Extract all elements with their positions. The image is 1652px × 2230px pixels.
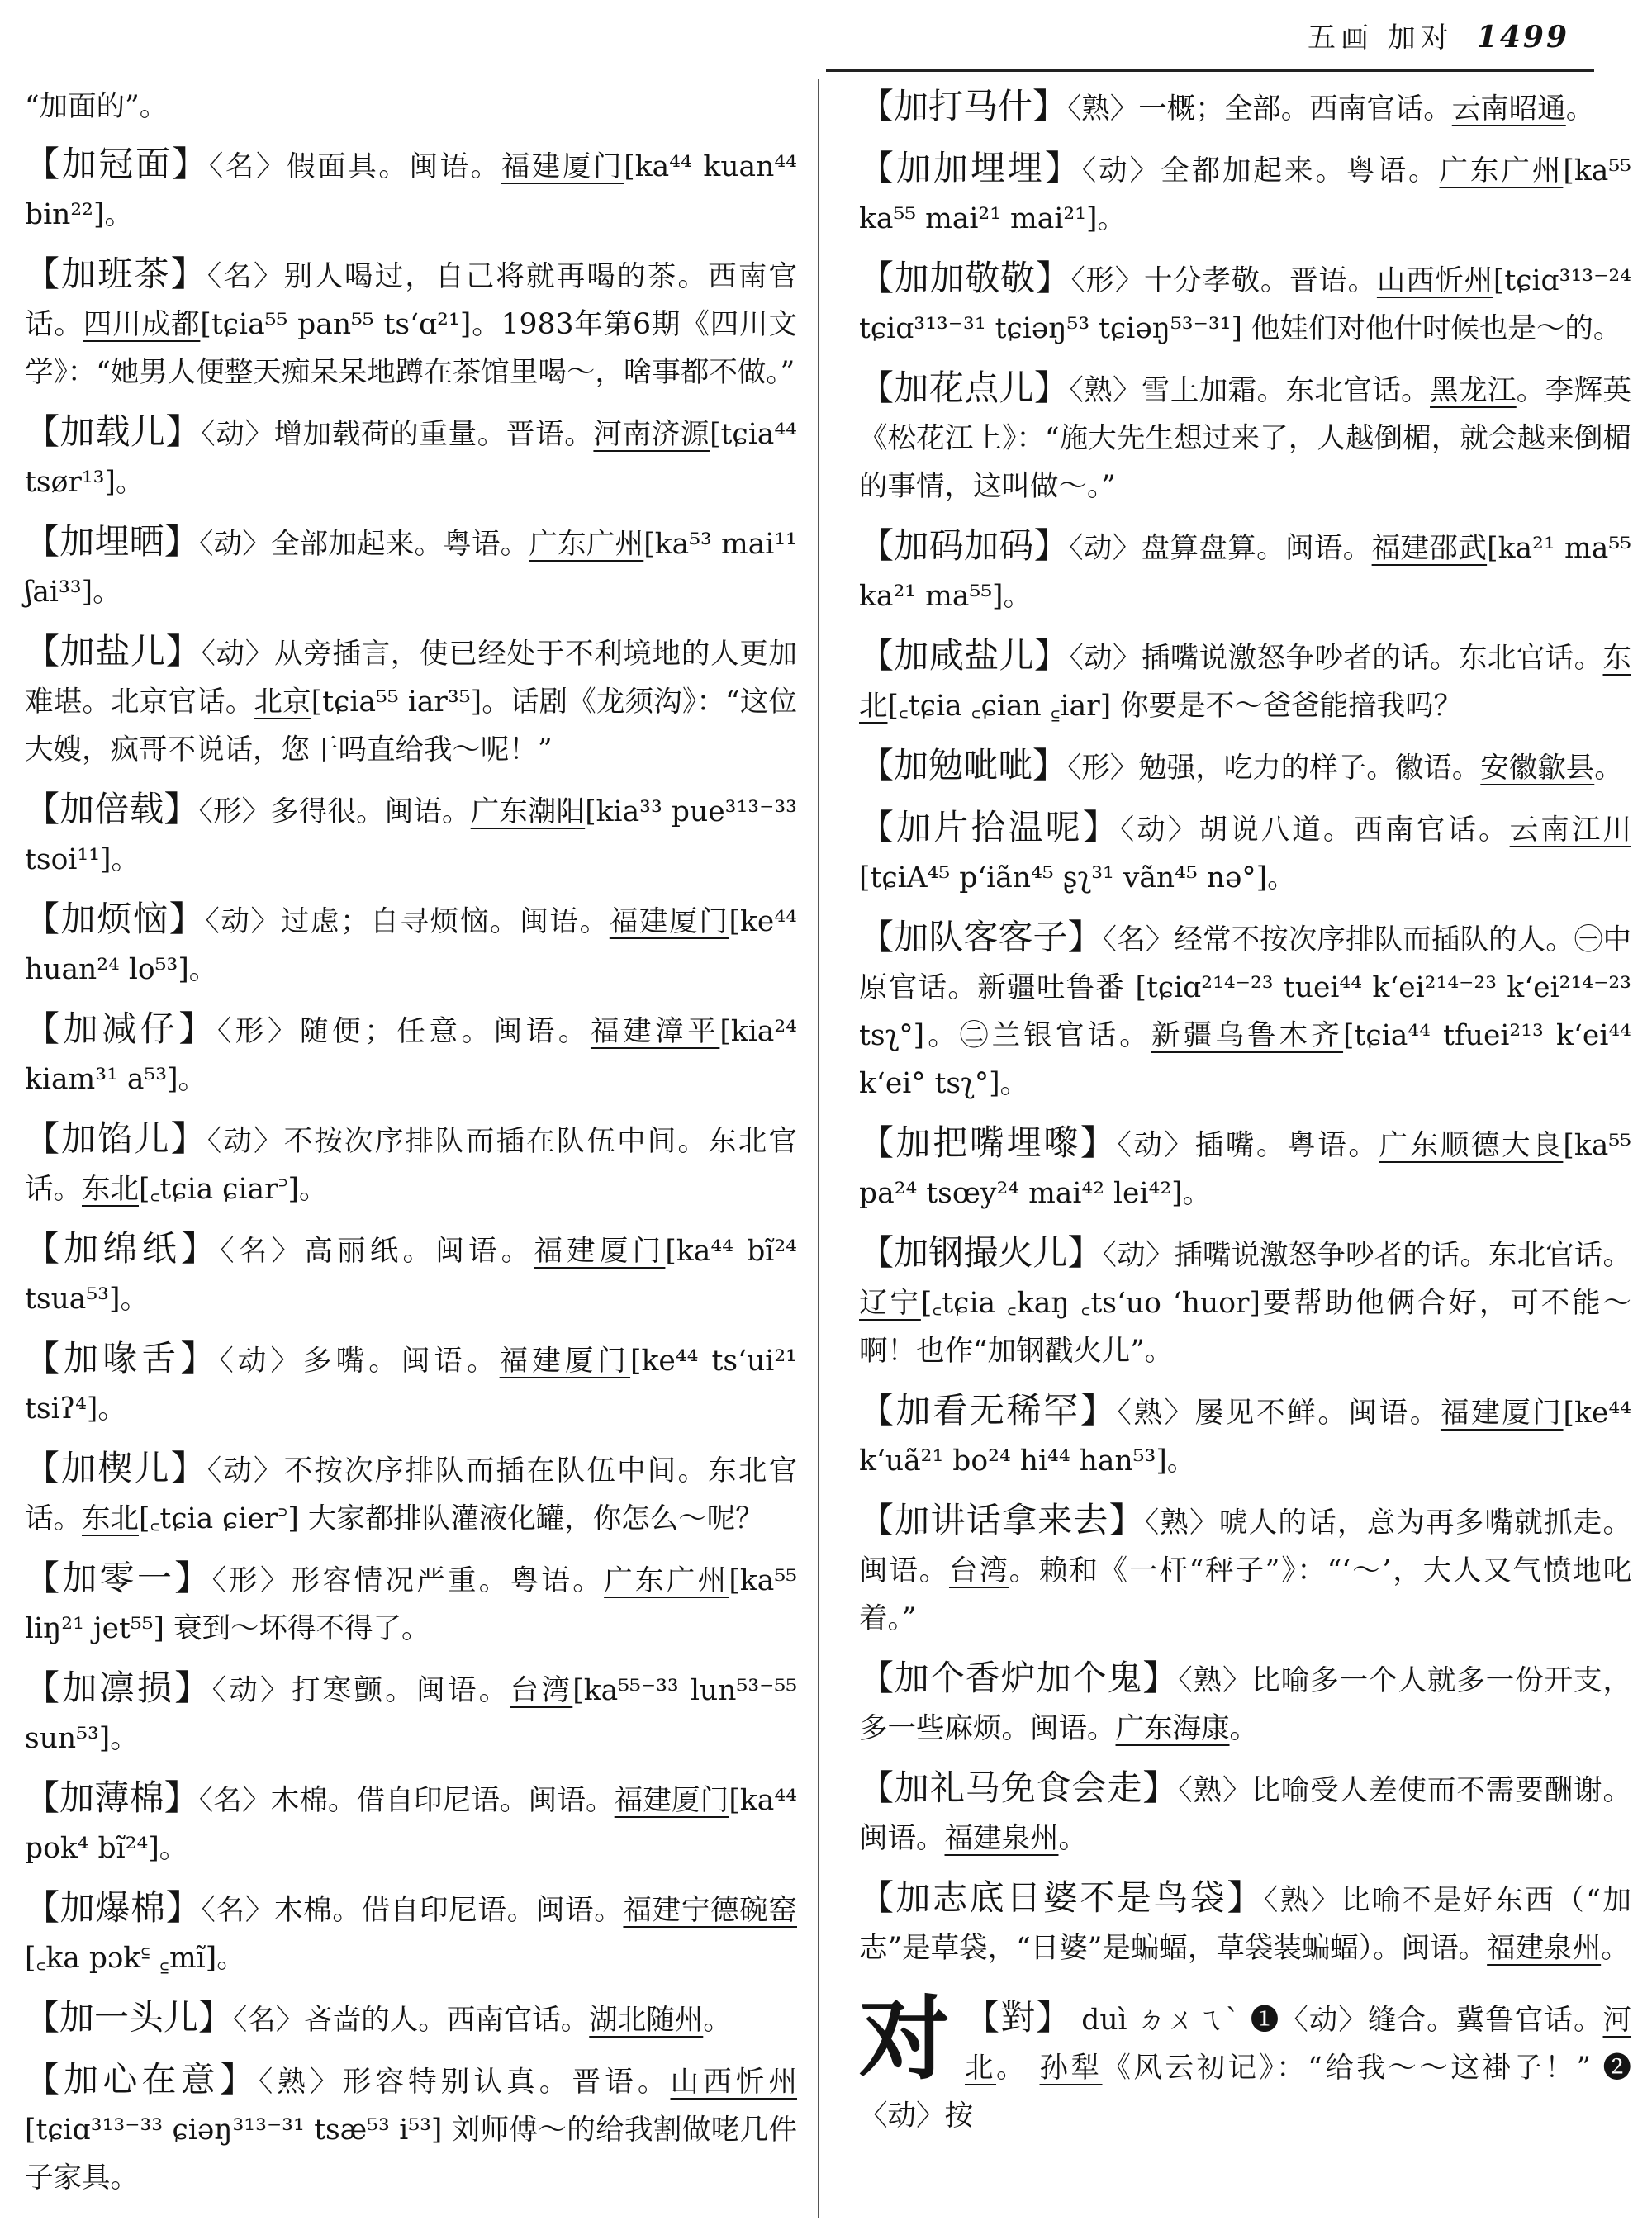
dictionary-entry (859, 522, 1631, 620)
dialect-location: 东北 (82, 1502, 139, 1535)
headword: 【加打马什】 (859, 86, 1068, 126)
headword: 【加零一】 (25, 1558, 212, 1598)
entry-definition: 〈熟〉雪上加霜。东北官话。 (1069, 374, 1431, 407)
right-entries (859, 83, 1631, 1972)
dialect-location: 广东顺德大良 (1379, 1129, 1564, 1162)
dialect-location: 安徽歙县 (1480, 752, 1595, 785)
entry-definition: 〈动〉不按次序排队而插在队伍中间。东北官话。 (25, 1454, 797, 1535)
dialect-location: 福建邵武 (1371, 532, 1488, 565)
dictionary-entry (859, 1497, 1631, 1643)
dialect-location: 湖北随州 (589, 2004, 704, 2037)
dialect-location: 福建泉州 (944, 1822, 1059, 1855)
dictionary-entry (859, 1387, 1631, 1485)
headword: 【加看无稀罕】 (859, 1390, 1118, 1431)
dialect-location: 山西忻州 (670, 2066, 798, 2099)
dictionary-entry (859, 1654, 1631, 1753)
headword: 【加楔儿】 (25, 1448, 207, 1488)
entry-pronunciation: 。李辉英《松花江上》：“施大先生想过来了，人越倒楣，就会越来倒楣的事情，这叫做～。” (859, 374, 1632, 503)
entry-pronunciation: [꜀tɕia ɕiar꜄]。 (139, 1173, 328, 1206)
dictionary-entry (859, 742, 1631, 792)
entry-definition: 〈熟〉一概；全部。西南官话。 (1067, 93, 1452, 126)
dictionary-entry (859, 1764, 1631, 1862)
entry-definition: 〈名〉别人喝过，自己将就再喝的茶。西南官话。 (25, 260, 797, 341)
dictionary-entry (859, 1229, 1631, 1375)
dictionary-entry (25, 1774, 797, 1872)
dialect-location: 福建厦门 (501, 150, 624, 183)
entry-pronunciation: [tɕia⁴⁴ tsør¹³]。 (25, 418, 798, 499)
entry-definition: 〈动〉打寒颤。闽语。 (211, 1674, 510, 1707)
entry-definition: 〈熟〉比喻不是好东西（“加志”是草袋，“日婆”是蝙蝠，草袋装蝙蝠）。闽语。 (859, 1884, 1631, 1965)
dictionary-entry (25, 1445, 797, 1543)
entry-definition: 〈熟〉比喻受人差使而不需要酬谢。闽语。 (859, 1774, 1631, 1855)
left-column (25, 83, 797, 2213)
dictionary-entry (25, 1664, 797, 1763)
dialect-location: 广东海康 (1115, 1712, 1230, 1745)
entry-pronunciation: 。赖和《一杆“秤子”》：“‘～’，大人又气愤地叱着。” (859, 1554, 1632, 1635)
dialect-location: 福建厦门 (614, 1784, 729, 1817)
entry-definition: 〈名〉假面具。闽语。 (209, 150, 501, 183)
entry-pronunciation: [꜀tɕia ꜀kaŋ ꜀ts‘uo ‘huor]要帮助他俩合好，可不能～啊！也作“加钢戳火儿”。 (859, 1287, 1632, 1368)
dictionary-entry (859, 632, 1631, 730)
entry-definition: 〈形〉随便；任意。闽语。 (217, 1015, 591, 1048)
dialect-location: 台湾 (949, 1554, 1009, 1587)
entry-pronunciation: [ka⁵⁵ liŋ²¹ jet⁵⁵] 衰到～坏得不得了。 (25, 1564, 797, 1645)
entry-definition: 〈熟〉屡见不鲜。闽语。 (1117, 1397, 1441, 1430)
dialect-location: 福建漳平 (590, 1015, 720, 1048)
headword: 【加片拾温呢】 (859, 807, 1120, 847)
entry-definition: 〈动〉增加载荷的重量。晋语。 (201, 418, 594, 451)
entry-definition: 〈名〉木棉。借自印尼语。闽语。 (201, 1894, 624, 1927)
headword: 【加花点儿】 (859, 368, 1070, 408)
dictionary-entry (25, 140, 797, 239)
dialect-location: 广东潮阳 (470, 795, 586, 828)
dialect-location: 福建宁德碗窑 (623, 1894, 797, 1927)
left-entries (25, 140, 797, 2202)
entry-pronunciation: 。 (1229, 1712, 1258, 1745)
dialect-location: 广东广州 (1439, 154, 1564, 187)
entry-definition: 〈动〉过虑；自寻烦恼。闽语。 (205, 905, 610, 938)
dialect-location: 福建厦门 (609, 905, 729, 938)
headword: 【加喙舌】 (25, 1338, 220, 1378)
entry-pronunciation: [ke⁴⁴ huan²⁴ lo⁵³]。 (25, 905, 797, 986)
dialect-location: 东北 (82, 1173, 139, 1206)
column-divider (818, 79, 819, 2218)
dialect-location: 广东广州 (604, 1564, 729, 1597)
entry-definition: 〈动〉插嘴说激怒争吵者的话。东北官话。 (1102, 1239, 1631, 1272)
entry-pronunciation: 。 (1058, 1822, 1087, 1855)
headword: 【加礼马免食会走】 (859, 1767, 1179, 1808)
entry-definition: 〈形〉多得很。闽语。 (198, 795, 471, 828)
dictionary-entry (859, 364, 1631, 510)
header-rule (826, 69, 1594, 72)
dialect-location: 福建厦门 (499, 1345, 631, 1378)
entry-definition: 〈动〉全都加起来。粤语。 (1081, 154, 1440, 187)
headword: 【加减仔】 (25, 1008, 217, 1049)
dictionary-entry (859, 83, 1631, 133)
headword: 【加志底日婆不是鸟袋】 (859, 1877, 1265, 1918)
headword: 【加烦恼】 (25, 899, 206, 939)
entry-pronunciation: 。 (1601, 1932, 1630, 1965)
char-entry (859, 1986, 1632, 2140)
dictionary-entry (25, 628, 797, 774)
entry-pronunciation: [ka⁵⁵⁻³³ lun⁵³⁻⁵⁵ sun⁵³]。 (25, 1674, 798, 1755)
entry-definition: 〈熟〉唬人的话，意为再多嘴就抓走。闽语。 (859, 1506, 1631, 1587)
dictionary-entry (859, 145, 1631, 243)
dictionary-entry (859, 913, 1631, 1108)
entry-pronunciation: [ka⁵³ mai¹¹ ʃai³³]。 (25, 528, 798, 609)
dictionary-entry (25, 518, 797, 616)
dictionary-entry (859, 804, 1631, 902)
dialect-location: 福建厦门 (534, 1235, 666, 1268)
entry-definition: 〈动〉不按次序排队而插在队伍中间。东北官话。 (25, 1125, 797, 1206)
entry-definition: 〈熟〉比喻多一个人就多一份开支，多一些麻烦。闽语。 (859, 1664, 1631, 1745)
entry-pronunciation: [ka⁴⁴ bĩ²⁴ tsua⁵³]。 (25, 1235, 798, 1316)
entry-pronunciation: [tɕiɑ³¹³⁻²⁴ tɕiɑ³¹³⁻³¹ tɕiəŋ⁵³ tɕiəŋ⁵³⁻³¹] 他娃们对他什时候也是～的。 (859, 264, 1632, 345)
entry-definition: 〈形〉勉强，吃力的样子。徽语。 (1067, 752, 1481, 785)
entry-pronunciation: [ka²¹ ma⁵⁵ ka²¹ ma⁵⁵]。 (859, 532, 1631, 613)
headword: 【加载儿】 (25, 411, 202, 452)
headword: 【加勉呲呲】 (859, 745, 1068, 785)
entry-definition: 〈动〉多嘴。闽语。 (219, 1345, 500, 1378)
headword: 【加绵纸】 (25, 1228, 221, 1269)
headword: 【加钢撮火儿】 (859, 1232, 1103, 1273)
headword: 【加队客客子】 (859, 917, 1103, 957)
headword: 【加咸盐儿】 (859, 635, 1070, 676)
headword: 【加倍载】 (25, 789, 199, 829)
headword: 【加码加码】 (859, 525, 1070, 566)
entry-pronunciation: [tɕia⁵⁵ pan⁵⁵ ts‘ɑ²¹]。1983年第6期《四川文学》：“她男人便整天痴呆呆地蹲在茶馆里喝～，啥事都不做。” (25, 308, 798, 389)
entry-pronunciation: [tɕiA⁴⁵ p‘iãn⁴⁵ ʂʅ³¹ vãn⁴⁵ nə°]。 (859, 861, 1296, 894)
char-place: 河北 (965, 2004, 1632, 2085)
headword: 【加馅儿】 (25, 1118, 207, 1159)
dialect-location: 四川成都 (83, 308, 201, 341)
char-def-mid: 。 (996, 2052, 1028, 2085)
headword: 【加凛损】 (25, 1668, 212, 1708)
entry-definition: 〈动〉盘算盘算。闽语。 (1069, 532, 1372, 565)
entry-pronunciation: 。 (1565, 93, 1595, 126)
entry-pronunciation: 。 (1594, 752, 1623, 785)
page-number: 1499 (1476, 20, 1569, 55)
entry-pronunciation: [tɕia⁴⁴ tfuei²¹³ k‘ei⁴⁴ k‘ei° tsʅ°]。 (859, 1019, 1632, 1100)
headword: 【加盐儿】 (25, 631, 202, 671)
headword: 【加一头儿】 (25, 1997, 234, 2038)
entry-definition: 〈动〉全部加起来。粤语。 (199, 528, 529, 561)
page-header (1308, 15, 1569, 55)
entry-definition: 〈动〉插嘴。粤语。 (1117, 1129, 1379, 1162)
entry-definition: 〈名〉吝啬的人。西南官话。 (233, 2004, 590, 2037)
dialect-location: 东北 (859, 642, 1631, 723)
headword: 【加把嘴埋嚟】 (859, 1122, 1118, 1163)
entry-definition: 〈形〉十分孝敬。晋语。 (1070, 264, 1377, 297)
dictionary-entry (25, 1115, 797, 1213)
entry-pronunciation: [ka⁵⁵ ka⁵⁵ mai²¹ mai²¹]。 (859, 154, 1631, 235)
entry-pronunciation: [ka⁴⁴ pok⁴ bĩ²⁴]。 (25, 1784, 797, 1865)
dialect-location: 广东广州 (529, 528, 644, 561)
dictionary-entry (25, 1554, 797, 1653)
dictionary-entry (25, 1225, 797, 1323)
dictionary-entry (25, 1994, 797, 2044)
headword: 【加爆棉】 (25, 1887, 202, 1928)
entry-definition: 〈动〉从旁插言，使已经处于不利境地的人更加难堪。北京官话。 (25, 638, 797, 719)
dialect-location: 河南济源 (593, 418, 710, 451)
char-definition: ❶〈动〉缝合。冀鲁官话。 (1250, 2004, 1603, 2037)
dictionary-entry (25, 1335, 797, 1433)
headword: 【加薄棉】 (25, 1777, 199, 1818)
entry-pronunciation: [kia²⁴ kiam³¹ a⁵³]。 (25, 1015, 797, 1096)
entry-pronunciation: [tɕiɑ³¹³⁻³³ ɕiəŋ³¹³⁻³¹ tsæ⁵³ i⁵³] 刘师傅～的给我割做咾几件子家具。 (25, 2114, 797, 2194)
headword: 【加个香炉加个鬼】 (859, 1658, 1179, 1698)
dictionary-entry (25, 785, 797, 884)
dictionary-entry (25, 895, 797, 994)
char-headword: 对 (859, 1986, 950, 2092)
entry-pronunciation: [ke⁴⁴ ts‘ui²¹ tsiʔ⁴]。 (25, 1345, 798, 1426)
headword: 【加埋晒】 (25, 521, 200, 562)
dialect-location: 云南江川 (1509, 814, 1631, 847)
dictionary-entry (25, 250, 797, 396)
entry-pronunciation: 。 (703, 2004, 732, 2037)
entry-definition: 〈名〉高丽纸。闽语。 (220, 1235, 534, 1268)
dictionary-entry (25, 2056, 797, 2202)
dialect-location: 台湾 (510, 1674, 573, 1707)
entry-definition: 〈形〉形容情况严重。粤语。 (211, 1564, 605, 1597)
dictionary-entry (859, 254, 1631, 353)
continuation-text: “加面的”。 (25, 90, 169, 123)
dictionary-entry (25, 1884, 797, 1982)
entry-pronunciation: [꜀tɕia ɕier꜄] 大家都排队灌液化罐，你怎么～呢？ (139, 1502, 764, 1535)
dialect-location: 福建厦门 (1440, 1397, 1564, 1430)
entry-pronunciation: [ke⁴⁴ k‘uã²¹ bo²⁴ hi⁴⁴ han⁵³]。 (859, 1397, 1631, 1478)
entry-pronunciation: [tɕia⁵⁵ iar³⁵]。话剧《龙须沟》：“这位大嫂，疯哥不说话，您干吗直给我～呢！” (25, 686, 798, 766)
entry-definition: 〈动〉胡说八道。西南官话。 (1119, 814, 1510, 847)
dictionary-entry (25, 408, 797, 506)
entry-definition: 〈名〉木棉。借自印尼语。闽语。 (198, 1784, 615, 1817)
headword: 【加心在意】 (25, 2059, 259, 2100)
right-column (859, 83, 1631, 2152)
dialect-location: 福建泉州 (1487, 1932, 1602, 1965)
section-label: 五画 加对 (1307, 21, 1454, 55)
char-traditional: 【對】 (965, 1997, 1072, 2038)
char-def-post: 《风云初记》：“给我～～这褂子！” ❷〈动〉按 (859, 2052, 1632, 2133)
dialect-location: 山西忻州 (1376, 264, 1493, 297)
headword: 【加讲话拿来去】 (859, 1500, 1145, 1540)
dialect-location: 黑龙江 (1430, 374, 1517, 407)
entry-definition: 〈动〉插嘴说激怒争吵者的话。东北官话。 (1069, 642, 1603, 675)
entry-definition: 〈熟〉形容特别认真。晋语。 (259, 2066, 671, 2099)
entry-pronunciation: [ka⁵⁵ pa²⁴ tsœy²⁴ mai⁴² lei⁴²]。 (859, 1129, 1631, 1210)
dialect-location: 辽宁 (859, 1287, 921, 1320)
dialect-location: 云南昭通 (1451, 93, 1566, 126)
dictionary-entry (859, 1119, 1631, 1217)
entry-pronunciation: [꜀tɕia ꜀ɕian ꜁iar] 你要是不～爸爸能揞我吗？ (887, 690, 1463, 723)
char-pinyin: duì ㄉㄨㄟˋ (1081, 2004, 1241, 2037)
headword: 【加班茶】 (25, 254, 207, 294)
entry-pronunciation: [ka⁴⁴ kuan⁴⁴ bin²²]。 (25, 150, 797, 231)
char-source-author: 孙犁 (1039, 2052, 1103, 2085)
dialect-location: 新疆乌鲁木齐 (1151, 1019, 1344, 1052)
headword: 【加加埋埋】 (859, 148, 1082, 188)
dialect-location: 北京 (254, 686, 311, 719)
entry-definition: 〈名〉经常不按次序排队而插队的人。㊀中原官话。新疆吐鲁番 [tɕiɑ²¹⁴⁻²³ tuei⁴⁴ k‘ei²¹⁴⁻²³ k‘ei²¹⁴⁻²³ tsʅ°]。㊁兰银官话。 (859, 923, 1631, 1052)
entry-pronunciation: [kia³³ pue³¹³⁻³³ tsoi¹¹]。 (25, 795, 797, 876)
entry-pronunciation: [꜀ka pɔk꜃ ꜁mĩ]。 (25, 1942, 245, 1975)
dictionary-entry (859, 1874, 1631, 1972)
dictionary-entry (25, 1005, 797, 1103)
headword: 【加冠面】 (25, 144, 210, 184)
headword: 【加加敬敬】 (859, 258, 1071, 298)
